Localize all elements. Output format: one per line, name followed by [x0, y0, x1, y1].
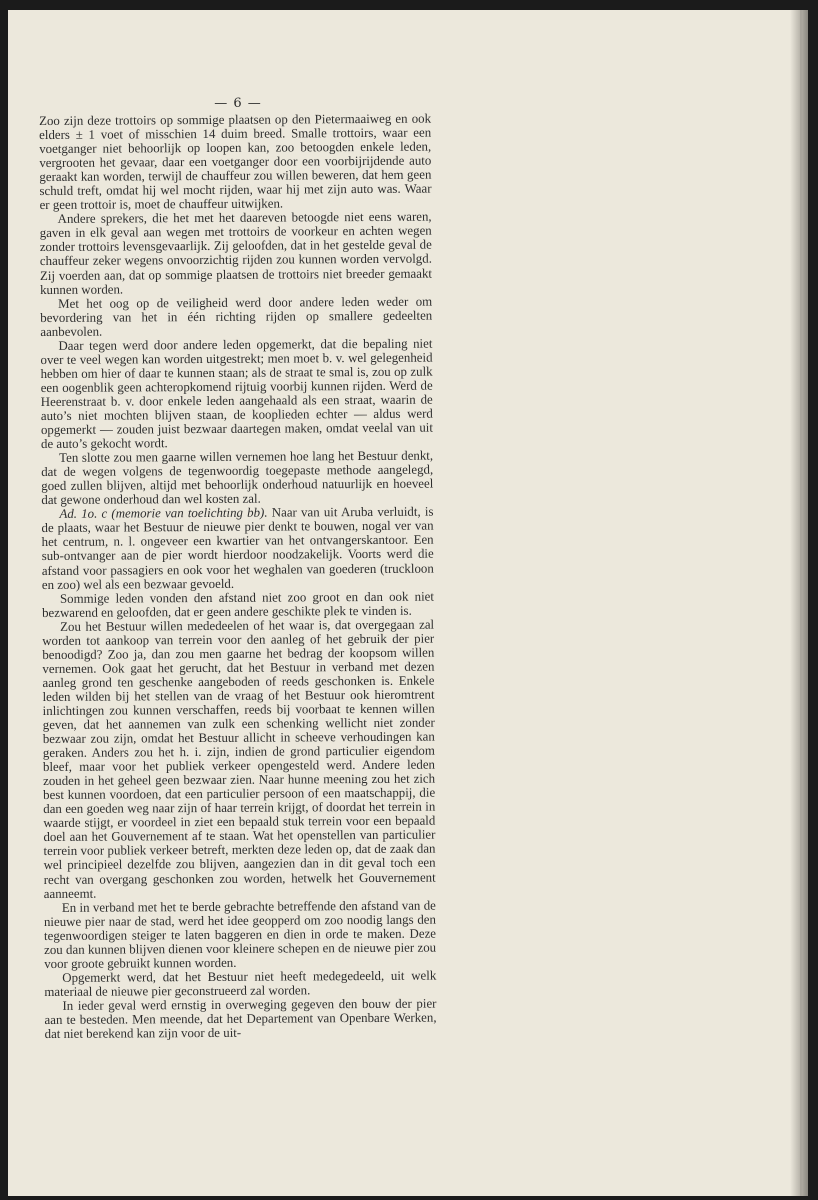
- body-text: [39, 112, 437, 1154]
- paragraph-5: Ten slotte zou men gaarne willen vernemen hoe lang het Bestuur denkt, dat de wegen volgens de tegenwoordig toegepaste methode aangelegd, goed zullen blijven, altijd met behoorlijk onderhoud natuurlijk en hoeveel dat gewone onderhoud dan wel kosten zal.: [41, 448, 434, 508]
- paragraph-1: Zoo zijn deze trottoirs op sommige plaatsen op den Pietermaaiweg en ook elders ± 1 voet of misschien 14 duim breed. Smalle trottoirs, waar een voetganger niet behoorlijk op loopen kan, zoo betoogden enkele leden, vergrooten het gevaar, daar een voetganger door een voorbijrijdende auto geraakt kan worden, terwijl de chauffeur zou willen beweren, dat hem geen schuld treft, omdat hij wel mocht rijden, waar hij met zijn auto was. Waar er geen trottoir is, moet de chauffeur uitwijken.: [39, 111, 432, 213]
- paragraph-11: In ieder geval werd ernstig in overweging gegeven den bouw der pier aan te besteden. Men meende, dat het Departement van Openbare Werken, dat niet berekend kan zijn voor de uit-: [44, 996, 437, 1042]
- paragraph-6-lead: Ad. 1o. c (memorie van toelichting bb).: [59, 505, 268, 522]
- page-number: — 6 —: [214, 96, 262, 111]
- paragraph-6: Ad. 1o. c (memorie van toelichting bb). Naar van uit Aruba verluidt, is de plaats, waar het Bestuur de nieuwe pier denkt te bouwen, nogal ver van het centrum, n. l. ongeveer een kwartier van het ontvangerskantoor. Een sub-ontvanger aan de pier wordt hierdoor noodzakelijk. Voorts werd die afstand voor passagiers en ook voor het weghalen van goederen (truckloon en zoo) wel als een bezwaar gevoeld.: [41, 504, 434, 592]
- paragraph-4: Daar tegen werd door andere leden opgemerkt, dat die bepaling niet over te veel wegen kan worden uitgestrekt; men moet b. v. wel gelegenheid hebben om hier of daar te kunnen staan; als de straat te smal is, zou op zulk een oogenblik geen achteropkomend rijtuig voorbij kunnen rijden. Werd de Heerenstraat b. v. door enkele leden aangehaald als een straat, waarin de auto’s niet mochten blijven staan, de kooplieden echter — aldus werd opgemerkt — zouden juist bezwaar daartegen maken, omdat veelal van uit de auto’s gekocht wordt.: [40, 336, 433, 452]
- paragraph-2: Andere sprekers, die het met het daareven betoogde niet eens waren, gaven in elk geval aan wegen met trottoirs de voorkeur en achten wegen zonder trottoirs levensgevaarlijk. Zij geloofden, dat in het gestelde geval de chauffeur zeker wegens onvoorzichtig rijden zou kunnen worden vervolgd. Zij voerden aan, dat op sommige plaatsen de trottoirs niet breeder gemaakt kunnen worden.: [39, 209, 433, 297]
- page-fold-line: [800, 10, 802, 1196]
- paragraph-8: Zou het Bestuur willen mededeelen of het waar is, dat overgegaan zal worden tot aankoop van terrein voor den aanleg of het gebruik der pier benoodigd? Zoo ja, dan zou men gaarne het bedrag der koopsom willen vernemen. Ook gaat het gerucht, dat het Bestuur in verband met dezen aanleg grond ten geschenke aangeboden of reeds geschonken is. Enkele leden wilden bij het stellen van de vraag of het Bestuur ook hieromtrent inlichtingen zou kunnen verschaffen, reeds bij voorbaat te kennen willen geven, dat het aannemen van zulk een schenking wellicht niet zonder bezwaar zou zijn, omdat het Bestuur allicht in scheeve verhoudingen kan geraken. Anders zou het h. i. zijn, indien de grond particulier eigendom bleef, maar voor het publiek verkeer opengesteld werd. Andere leden zouden in het geheel geen bezwaar zien. Naar hunne meening zou het zich best kunnen voordoen, dat een particulier persoon of een maatschappij, die dan een goeden weg naar zijn of haar terrein krijgt, of doordat het terrein in waarde stijgt, er voordeel in ziet een bepaald stuk terrein voor een bepaald doel aan het Gouvernement af te staan. Wat het openstellen van particulier terrein voor publiek verkeer betreft, merkten deze leden op, dat de zaak dan wel principieel dezelfde zou blijven, aangezien dan in dit geval toch een recht van overgang geschonken zou worden, hetwelk het Gouvernement aanneemt.: [42, 617, 436, 901]
- document-page: [8, 10, 808, 1196]
- paragraph-9: En in verband met het te berde gebrachte betreffende den afstand van de nieuwe pier naar de stad, werd het idee geopperd om zoo noodig langs den tegenwoordigen steiger te laten baggeren en dien in orde te maken. Deze zou dan kunnen blijven dienen voor kleinere schepen en de nieuwe pier zou voor groote gebruikt kunnen worden.: [43, 898, 437, 971]
- page-binding-shadow: [790, 10, 808, 1196]
- paragraph-7: Sommige leden vonden den afstand niet zoo groot en dan ook niet bezwarend en geloofden, dat er geen andere geschikte plek te vinden is.: [42, 589, 434, 620]
- paragraph-3: Met het oog op de veiligheid werd door andere leden weder om bevordering van het in één richting rijden op smallere gedeelten aanbevolen.: [40, 294, 433, 339]
- paragraph-10: Opgemerkt werd, dat het Bestuur niet heeft medegedeeld, uit welk materiaal de nieuwe pier geconstrueerd zal worden.: [44, 968, 437, 999]
